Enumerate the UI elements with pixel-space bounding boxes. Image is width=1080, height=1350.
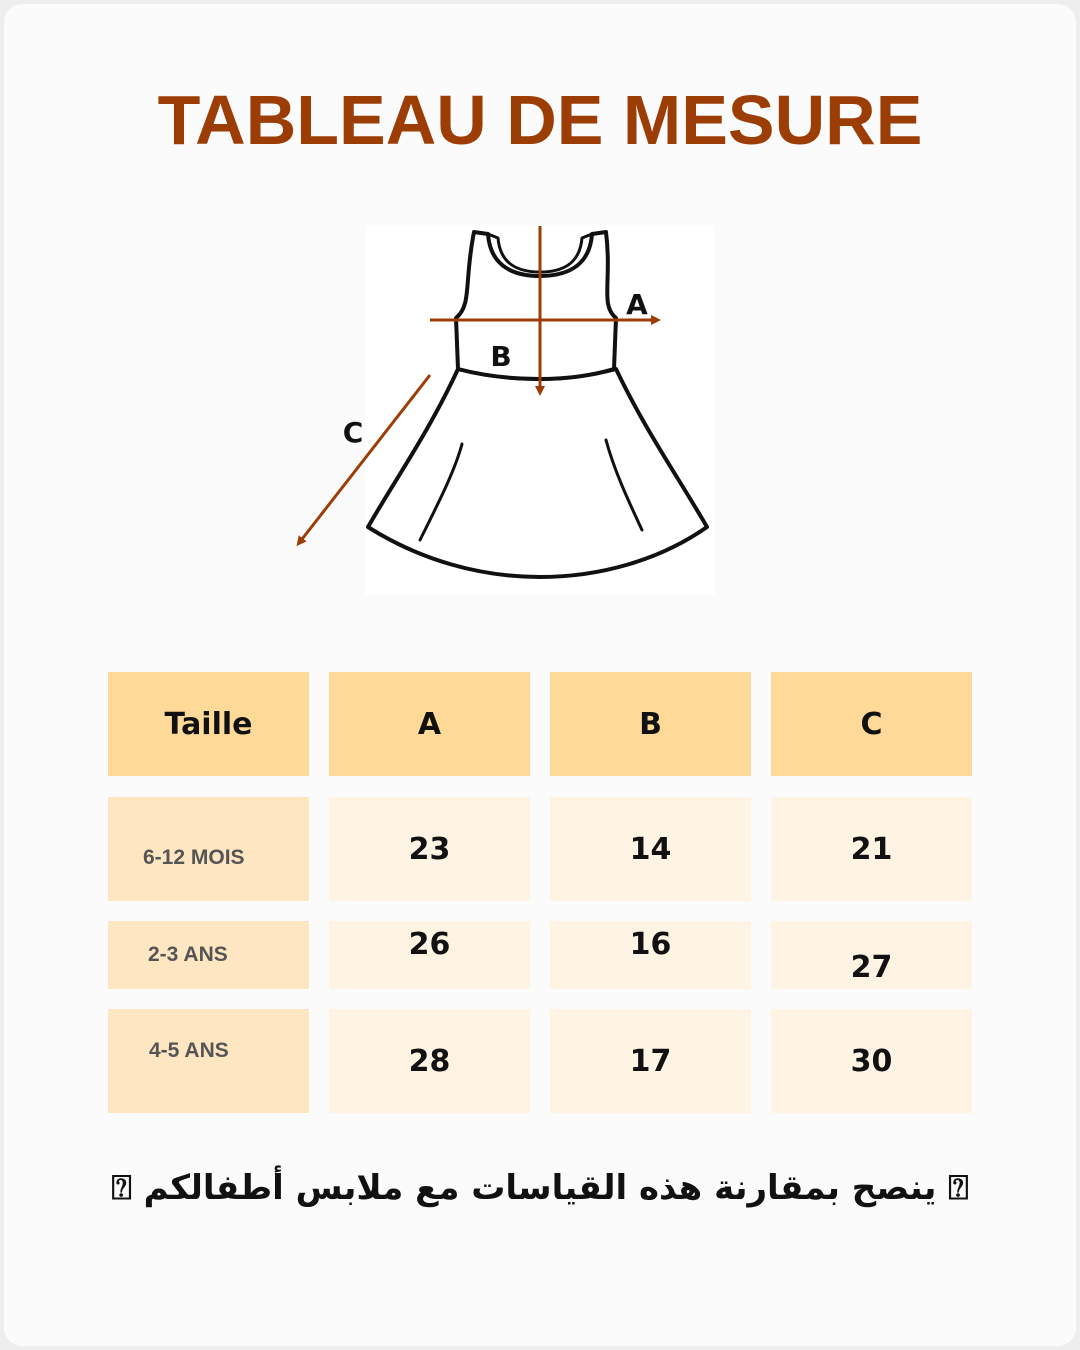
- header-a: A: [329, 672, 530, 776]
- row-1-size: 6-12 MOIS: [108, 797, 309, 901]
- page-title: TABLEAU DE MESURE: [157, 81, 923, 159]
- label-a: A: [626, 288, 648, 321]
- header-c: C: [771, 672, 972, 776]
- row-1-a: 23: [329, 797, 530, 901]
- row-2-c: 27: [771, 921, 972, 989]
- label-c: C: [342, 416, 364, 449]
- row-3-b: 17: [550, 1009, 751, 1113]
- row-3-a: 28: [329, 1009, 530, 1113]
- row-3-c: 30: [771, 1009, 972, 1113]
- row-3-size: 4-5 ANS: [108, 1009, 309, 1113]
- row-2-size: 2-3 ANS: [108, 921, 309, 989]
- row-1-b: 14: [550, 797, 751, 901]
- row-1-c: 21: [771, 797, 972, 901]
- footer-note: ⍰ ينصح بمقارنة هذه القياسات مع ملابس أطفالكم ⍰: [111, 1168, 969, 1208]
- header-taille: Taille: [108, 672, 309, 776]
- header-b: B: [550, 672, 751, 776]
- row-2-b: 16: [550, 921, 751, 989]
- label-b: B: [490, 340, 512, 373]
- dress-measurement-diagram: [0, 0, 1080, 620]
- row-2-a: 26: [329, 921, 530, 989]
